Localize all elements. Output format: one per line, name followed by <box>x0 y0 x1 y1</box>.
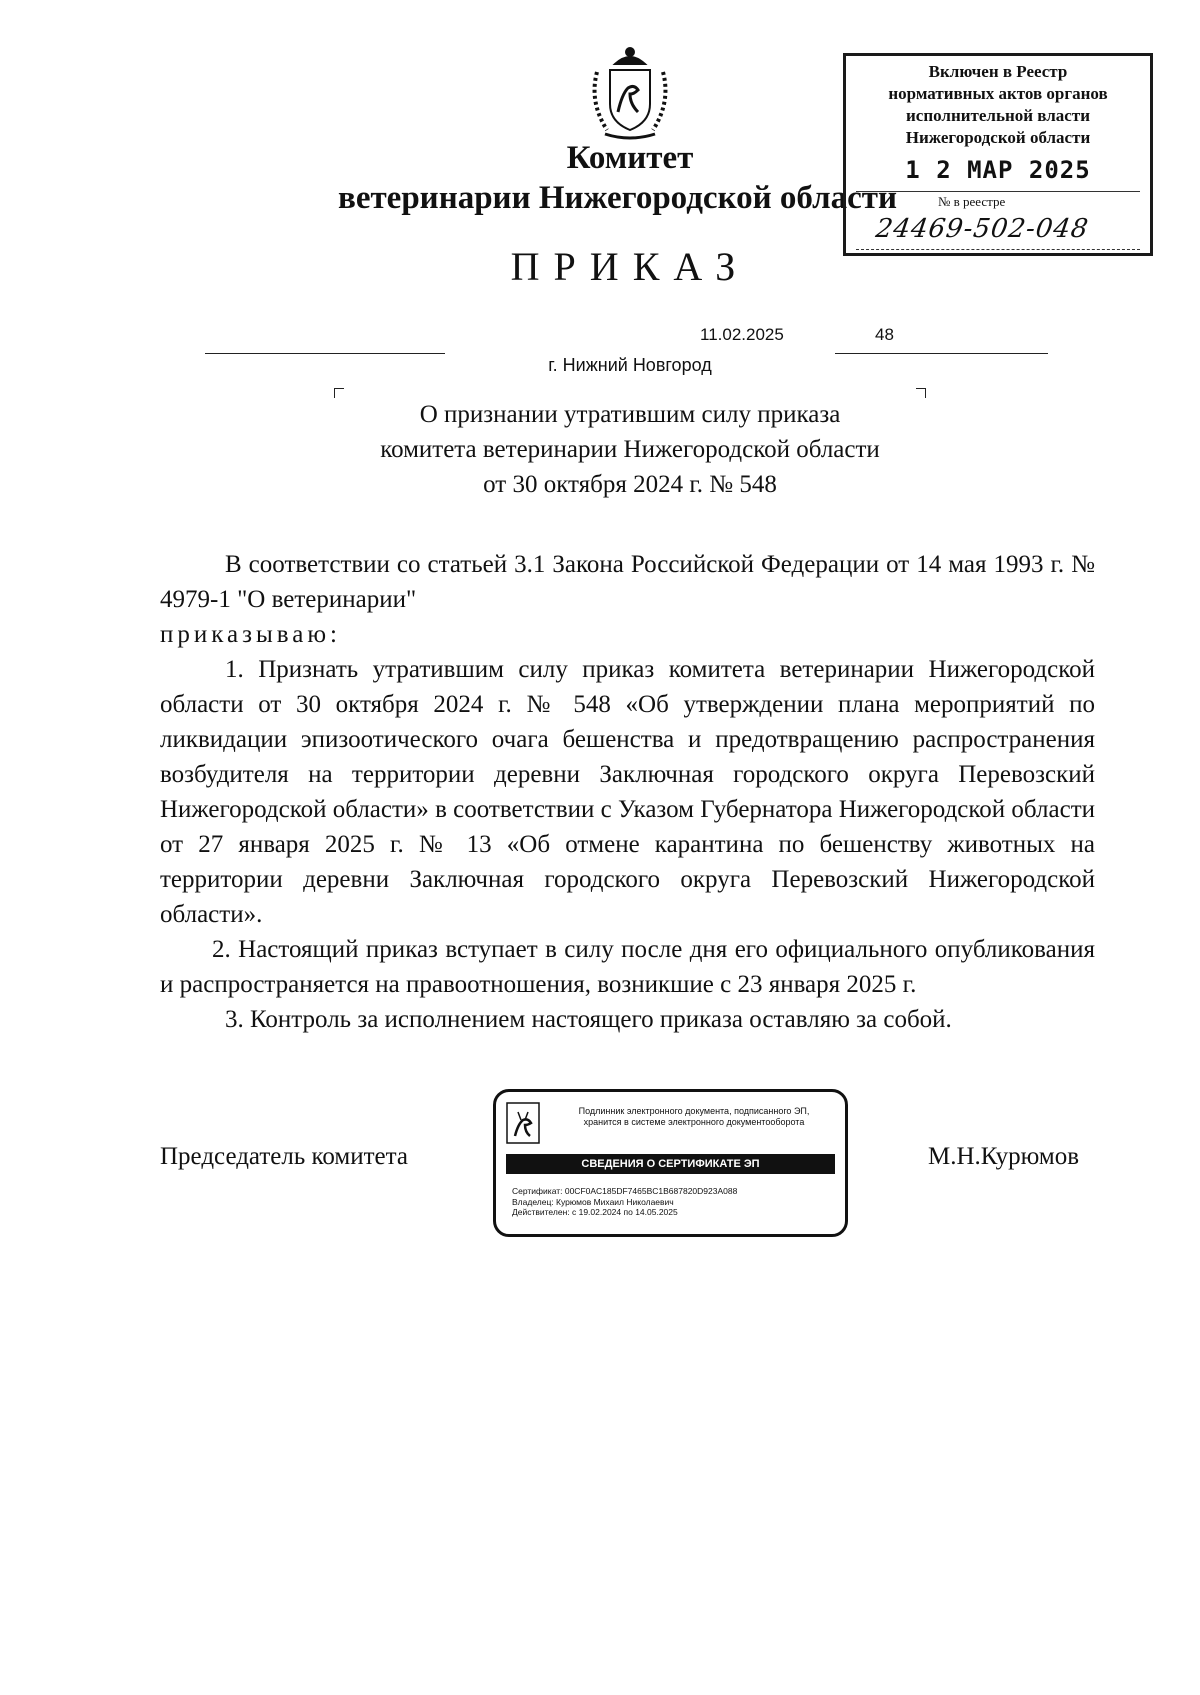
registry-stamp-line1: Включен в Реестр <box>928 62 1068 81</box>
org-name-line1: Комитет <box>566 140 694 176</box>
org-name-line2: ветеринарии Нижегородской области <box>338 180 897 216</box>
deer-emblem-icon <box>506 1102 540 1144</box>
signer-name: М.Н.Курюмов <box>928 1143 1080 1170</box>
registry-stamp-line4: Нижегородской области <box>905 128 1091 147</box>
document-type-title: ПРИКАЗ <box>510 244 750 289</box>
esig-certificate-details <box>512 1186 737 1218</box>
electronic-signature-stamp <box>493 1089 848 1237</box>
esig-certificate-bar: СВЕДЕНИЯ О СЕРТИФИКАТЕ ЭП <box>506 1154 835 1174</box>
esig-header-text <box>546 1106 842 1128</box>
order-number: 48 <box>875 325 894 344</box>
esig-validity: Действителен: с 19.02.2024 по 14.05.2025 <box>512 1207 678 1217</box>
esig-certificate-number: Сертификат: 00CF0AC185DF7465BC1B687820D923A088 <box>512 1186 738 1196</box>
subject-line1: О признании утратившим силу приказа <box>419 401 841 428</box>
item-3-paragraph: 3. Контроль за исполнением настоящего приказа оставляю за собой. <box>225 1006 952 1033</box>
registry-number-underline <box>856 249 1140 250</box>
registry-number-label: № в реестре <box>938 194 1006 209</box>
registry-stamp-date: 1 2 MAP 2025 <box>905 156 1091 184</box>
subject-line3: от 30 октября 2024 г. № 548 <box>483 471 777 498</box>
coat-of-arms-emblem <box>585 42 675 142</box>
order-word: приказываю: <box>160 621 341 648</box>
city: г. Нижний Новгород <box>548 355 712 375</box>
number-underline <box>835 353 1048 354</box>
signer-position: Председатель комитета <box>160 1143 408 1170</box>
preamble-paragraph: В соответствии со статьей 3.1 Закона Российской Федерации от 14 мая 1993 г. № 4979-1 "О ветеринарии" <box>160 551 1095 613</box>
registry-stamp <box>843 53 1153 256</box>
date-underline <box>205 353 445 354</box>
item-2-paragraph: 2. Настоящий приказ вступает в силу после дня его официального опубликования и распространяется на правоотношения, возникшие с 23 января 2025 г. <box>160 936 1095 998</box>
registry-number-handwritten: 24469-502-048 <box>873 214 1091 244</box>
esig-owner: Владелец: Курюмов Михаил Николаевич <box>512 1196 674 1207</box>
registry-stamp-line3: исполнительной власти <box>906 106 1090 125</box>
registry-stamp-line2: нормативных актов органов <box>888 84 1108 103</box>
registry-stamp-divider <box>856 191 1140 192</box>
body-text <box>160 547 1095 1037</box>
esig-header-line2: хранится в системе электронного документооборота <box>583 1117 805 1127</box>
esig-header-line1: Подлинник электронного документа, подписанного ЭП, <box>578 1106 810 1116</box>
order-date: 11.02.2025 <box>700 325 784 344</box>
subject-block <box>0 397 1200 502</box>
subject-line2: комитета ветеринарии Нижегородской области <box>380 436 880 463</box>
item-1-paragraph: 1. Признать утратившим силу приказ комитета ветеринарии Нижегородской области от 30 октября 2024 г. № 548 «Об утверждении плана мероприятий по ликвидации эпизоотического очага бешенства и предотвращению распространения возбудителя на территории деревни Заключная городского округа Перевозский Нижегородской области» в соответствии с Указом Губернатора Нижегородской области от 27 января 2025 г. № 13 «Об отмене карантина по бешенству животных на территории деревни Заключная городского округа Перевозский Нижегородской области». <box>160 656 1095 928</box>
